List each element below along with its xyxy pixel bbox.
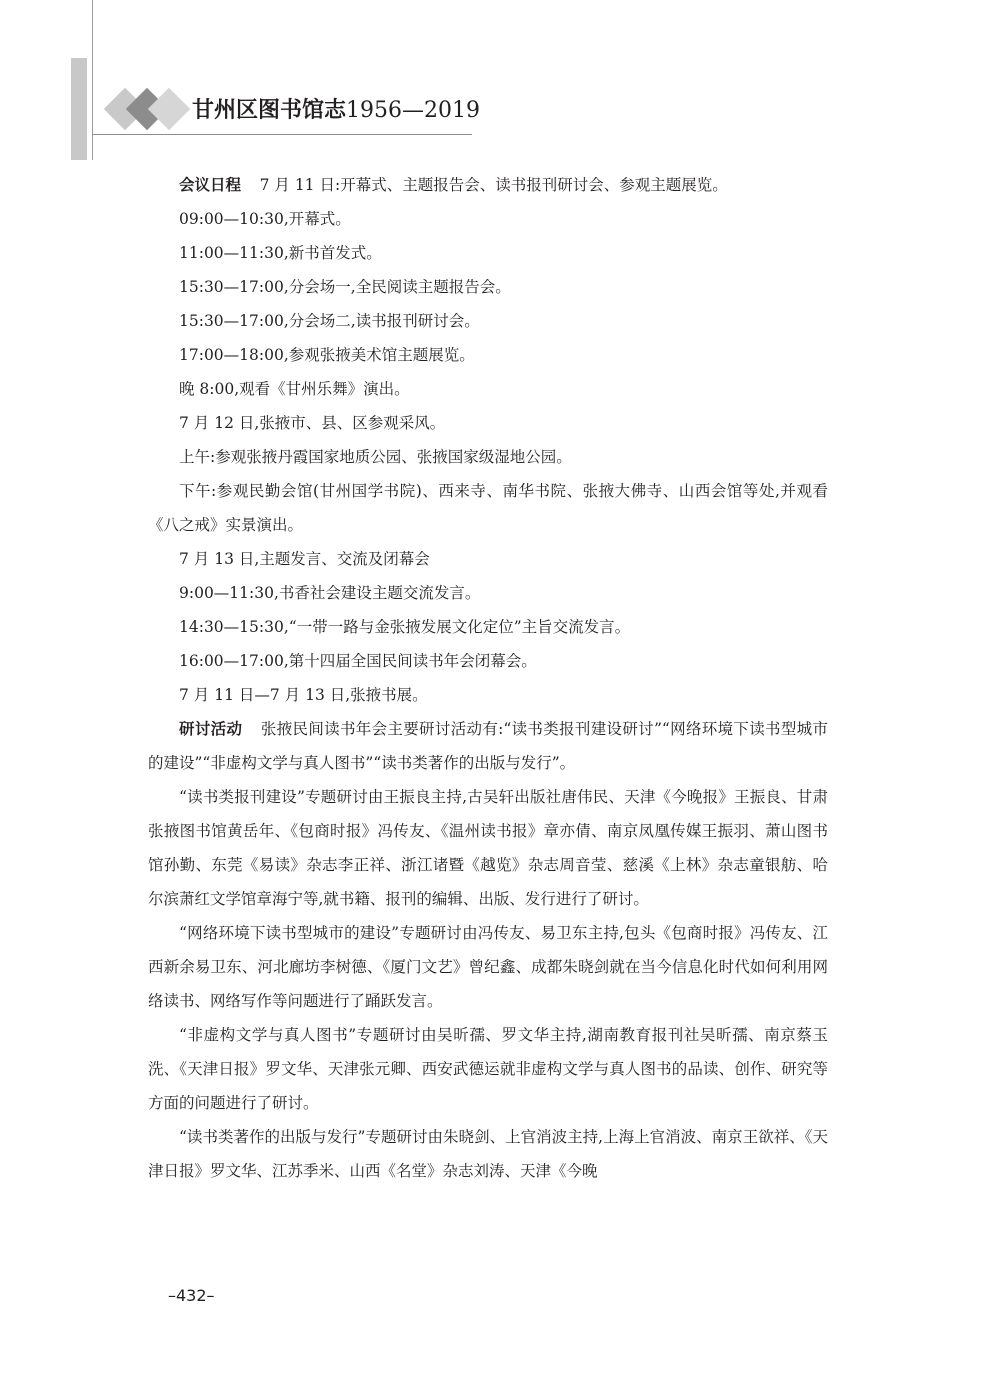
schedule-line: 15:30—17:00,分会场一,全民阅读主题报告会。 bbox=[179, 278, 511, 296]
schedule-line: 15:30—17:00,分会场二,读书报刊研讨会。 bbox=[179, 312, 480, 330]
schedule-line: 7 月 11 日—7 月 13 日,张掖书展。 bbox=[179, 686, 428, 704]
schedule-line: 7 月 12 日,张掖市、县、区参观采风。 bbox=[179, 414, 446, 432]
seminar-text: 张掖民间读书年会主要研讨活动有:“读书类报刊建设研讨”“网络环境下读书型城市的建设”“非虚构文学与真人图书”“读书类著作的出版与发行”。 bbox=[148, 720, 828, 772]
header-years: 1956—2019 bbox=[346, 98, 480, 123]
schedule-line: 16:00—17:00,第十四届全国民间读书年会闭幕会。 bbox=[179, 652, 537, 670]
schedule-line: 上午:参观张掖丹霞国家地质公园、张掖国家级湿地公园。 bbox=[179, 448, 572, 466]
schedule-line: 下午:参观民勤会馆(甘州国学书院)、西来寺、南华书院、张掖大佛寺、山西会馆等处,并观看《八之戒》实景演出。 bbox=[148, 482, 828, 534]
schedule-line: 11:00—11:30,新书首发式。 bbox=[179, 244, 382, 262]
schedule-line: 9:00—11:30,书香社会建设主题交流发言。 bbox=[179, 584, 481, 602]
page-body bbox=[148, 168, 828, 1188]
body-paragraph: “读书类著作的出版与发行”专题研讨由朱晓剑、上官消波主持,上海上官消波、南京王欲祥、《天津日报》罗文华、江苏季米、山西《名堂》杂志刘涛、天津《今晚 bbox=[148, 1128, 828, 1180]
schedule-line: 17:00—18:00,参观张掖美术馆主题展览。 bbox=[179, 346, 475, 364]
page-number: –432– bbox=[168, 1286, 215, 1305]
body-paragraph: “读书类报刊建设”专题研讨由王振良主持,古吴轩出版社唐伟民、天津《今晚报》王振良、甘肃张掖图书馆黄岳年、《包商时报》冯传友、《温州读书报》章亦倩、南京凤凰传媒王振羽、萧山图书馆孙勤、东莞《易读》杂志李正祥、浙江诸暨《越览》杂志周音莹、慈溪《上林》杂志童银舫、哈尔滨萧红文学馆章海宁等,就书籍、报刊的编辑、出版、发行进行了研讨。 bbox=[148, 788, 828, 908]
schedule-line: 7 月 13 日,主题发言、交流及闭幕会 bbox=[179, 550, 430, 568]
seminar-lead: 研讨活动 bbox=[179, 720, 243, 738]
margin-gray-block bbox=[71, 58, 87, 160]
body-paragraph: “非虚构文学与真人图书”专题研讨由吴昕孺、罗文华主持,湖南教育报刊社吴昕孺、南京蔡玉洗、《天津日报》罗文华、天津张元卿、西安武德运就非虚构文学与真人图书的品读、创作、研究等方面的问题进行了研讨。 bbox=[148, 1026, 828, 1112]
header-book-title: 甘州区图书馆志 bbox=[192, 97, 347, 123]
running-header-title bbox=[192, 93, 480, 124]
header-rule bbox=[92, 134, 472, 135]
schedule-line: 晚 8:00,观看《甘州乐舞》演出。 bbox=[179, 380, 410, 398]
body-paragraph: “网络环境下读书型城市的建设”专题研讨由冯传友、易卫东主持,包头《包商时报》冯传友、江西新余易卫东、河北廊坊李树德、《厦门文艺》曾纪鑫、成都朱晓剑就在当今信息化时代如何利用网络读书、网络写作等问题进行了踊跃发言。 bbox=[148, 924, 828, 1010]
margin-vertical-rule bbox=[92, 0, 93, 160]
seminar-paragraph bbox=[148, 712, 828, 780]
schedule-first-line: 7 月 11 日:开幕式、主题报告会、读书报刊研讨会、参观主题展览。 bbox=[259, 176, 728, 194]
schedule-line: 14:30—15:30,“一带一路与金张掖发展文化定位”主旨交流发言。 bbox=[179, 618, 631, 636]
schedule-line: 09:00—10:30,开幕式。 bbox=[179, 210, 351, 228]
schedule-heading-paragraph bbox=[148, 168, 828, 202]
schedule-lead: 会议日程 bbox=[179, 176, 242, 194]
